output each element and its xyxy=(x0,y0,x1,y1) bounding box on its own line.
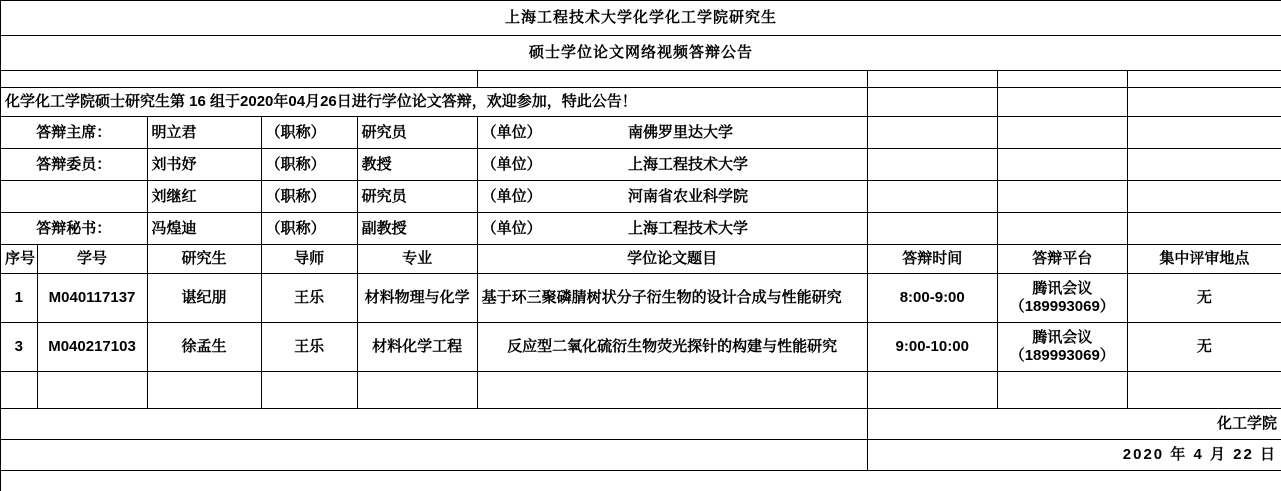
notice-row xyxy=(1,88,1281,117)
committee-unit-label: （单位） xyxy=(481,155,542,173)
committee-member-name: 明立君 xyxy=(147,117,261,149)
committee-pad-1 xyxy=(867,181,997,213)
spacer-b-2 xyxy=(147,372,261,409)
announcement-grid xyxy=(1,1,1281,471)
spacer-b-4 xyxy=(357,372,477,409)
committee-unit-label: （单位） xyxy=(481,123,542,141)
date-row xyxy=(1,440,1281,471)
committee-title-value: 研究员 xyxy=(357,181,477,213)
page-title-line2: 硕士学位论文网络视频答辩公告 xyxy=(1,36,1281,71)
committee-unit-wrap xyxy=(477,213,867,245)
committee-unit-label: （单位） xyxy=(481,187,542,205)
committee-title-label: （职称） xyxy=(261,117,357,149)
committee-title-label: （职称） xyxy=(261,213,357,245)
committee-pad-3 xyxy=(1127,149,1281,181)
table-header-row xyxy=(1,245,1281,274)
column-header-advisor: 导师 xyxy=(261,245,357,274)
committee-title-value: 教授 xyxy=(357,149,477,181)
cell-platform-line1: 腾讯会议 xyxy=(1032,280,1093,297)
committee-role-label: 答辩主席： xyxy=(1,117,147,149)
committee-unit-wrap xyxy=(477,117,867,149)
spacer-cell-7 xyxy=(997,71,1127,88)
date-text: 2020 年 4 月 22 日 xyxy=(867,440,1281,471)
cell-thesis: 基于环三聚磷腈树状分子衍生物的设计合成与性能研究 xyxy=(477,274,867,323)
page-title-line1: 上海工程技术大学化学化工学院研究生 xyxy=(1,1,1281,36)
committee-pad-2 xyxy=(997,117,1127,149)
cell-time: 9:00-10:00 xyxy=(867,323,997,372)
committee-unit-value: 上海工程技术大学 xyxy=(627,219,748,237)
committee-row xyxy=(1,213,1281,245)
title-row-1 xyxy=(1,1,1281,36)
committee-role-label: 答辩秘书： xyxy=(1,213,147,245)
notice-pad-1 xyxy=(867,88,997,117)
column-header-major: 专业 xyxy=(357,245,477,274)
cell-thesis: 反应型二氧化硫衍生物荧光探针的构建与性能研究 xyxy=(477,323,867,372)
committee-pad-1 xyxy=(867,149,997,181)
notice-text: 化学化工学院硕士研究生第 16 组于2020年04月26日进行学位论文答辩，欢迎参加，特此公告！ xyxy=(1,88,867,117)
committee-pad-2 xyxy=(997,149,1127,181)
cell-platform xyxy=(997,323,1127,372)
notice-pad-2 xyxy=(997,88,1127,117)
cell-platform-line2: （189993069） xyxy=(1009,298,1115,315)
column-header-venue: 集中评审地点 xyxy=(1127,245,1281,274)
column-header-thesis: 学位论文题目 xyxy=(477,245,867,274)
cell-platform-line2: （189993069） xyxy=(1009,347,1115,364)
committee-row xyxy=(1,117,1281,149)
cell-time: 8:00-9:00 xyxy=(867,274,997,323)
cell-venue: 无 xyxy=(1127,323,1281,372)
cell-advisor: 王乐 xyxy=(261,323,357,372)
spacer-row-top xyxy=(1,71,1281,88)
committee-member-name: 刘书妤 xyxy=(147,149,261,181)
spacer-b-6 xyxy=(867,372,997,409)
signature-row xyxy=(1,409,1281,440)
spacer-cell-mid xyxy=(477,71,867,88)
cell-venue: 无 xyxy=(1127,274,1281,323)
committee-member-name: 刘继红 xyxy=(147,181,261,213)
committee-title-label: （职称） xyxy=(261,149,357,181)
spacer-b-8 xyxy=(1127,372,1281,409)
cell-student-id: M040117137 xyxy=(37,274,147,323)
committee-pad-3 xyxy=(1127,117,1281,149)
spacer-b-3 xyxy=(261,372,357,409)
committee-role-label xyxy=(1,181,147,213)
cell-major: 材料化学工程 xyxy=(357,323,477,372)
cell-index: 3 xyxy=(1,323,37,372)
date-pad xyxy=(1,440,867,471)
committee-row xyxy=(1,181,1281,213)
committee-pad-2 xyxy=(997,213,1127,245)
cell-student-id: M040217103 xyxy=(37,323,147,372)
committee-row xyxy=(1,149,1281,181)
committee-title-label: （职称） xyxy=(261,181,357,213)
cell-major: 材料物理与化学 xyxy=(357,274,477,323)
spacer-b-5 xyxy=(477,372,867,409)
spacer-row-bottom xyxy=(1,372,1281,409)
column-header-student: 研究生 xyxy=(147,245,261,274)
notice-pad-3 xyxy=(1127,88,1281,117)
column-header-student-id: 学号 xyxy=(37,245,147,274)
cell-platform xyxy=(997,274,1127,323)
signature-pad xyxy=(1,409,867,440)
committee-unit-value: 南佛罗里达大学 xyxy=(627,123,733,141)
spacer-b-1 xyxy=(37,372,147,409)
committee-pad-3 xyxy=(1127,213,1281,245)
spacer-cell-6 xyxy=(867,71,997,88)
title-row-2 xyxy=(1,36,1281,71)
column-header-index: 序号 xyxy=(1,245,37,274)
spacer-cell-8 xyxy=(1127,71,1281,88)
committee-pad-1 xyxy=(867,213,997,245)
column-header-platform: 答辩平台 xyxy=(997,245,1127,274)
committee-pad-2 xyxy=(997,181,1127,213)
committee-role-label: 答辩委员： xyxy=(1,149,147,181)
spacer-cell-left xyxy=(1,71,477,88)
signature-text: 化工学院 xyxy=(867,409,1281,440)
table-row xyxy=(1,274,1281,323)
committee-unit-value: 上海工程技术大学 xyxy=(627,155,748,173)
spacer-b-7 xyxy=(997,372,1127,409)
committee-unit-wrap xyxy=(477,181,867,213)
table-row xyxy=(1,323,1281,372)
committee-unit-value: 河南省农业科学院 xyxy=(627,187,748,205)
committee-title-value: 副教授 xyxy=(357,213,477,245)
cell-advisor: 王乐 xyxy=(261,274,357,323)
spacer-b-0 xyxy=(1,372,37,409)
cell-platform-line1: 腾讯会议 xyxy=(1032,329,1093,346)
column-header-time: 答辩时间 xyxy=(867,245,997,274)
cell-student: 徐孟生 xyxy=(147,323,261,372)
committee-pad-3 xyxy=(1127,181,1281,213)
cell-index: 1 xyxy=(1,274,37,323)
committee-member-name: 冯煌迪 xyxy=(147,213,261,245)
committee-unit-wrap xyxy=(477,149,867,181)
cell-student: 谌纪朋 xyxy=(147,274,261,323)
committee-pad-1 xyxy=(867,117,997,149)
committee-title-value: 研究员 xyxy=(357,117,477,149)
committee-unit-label: （单位） xyxy=(481,219,542,237)
